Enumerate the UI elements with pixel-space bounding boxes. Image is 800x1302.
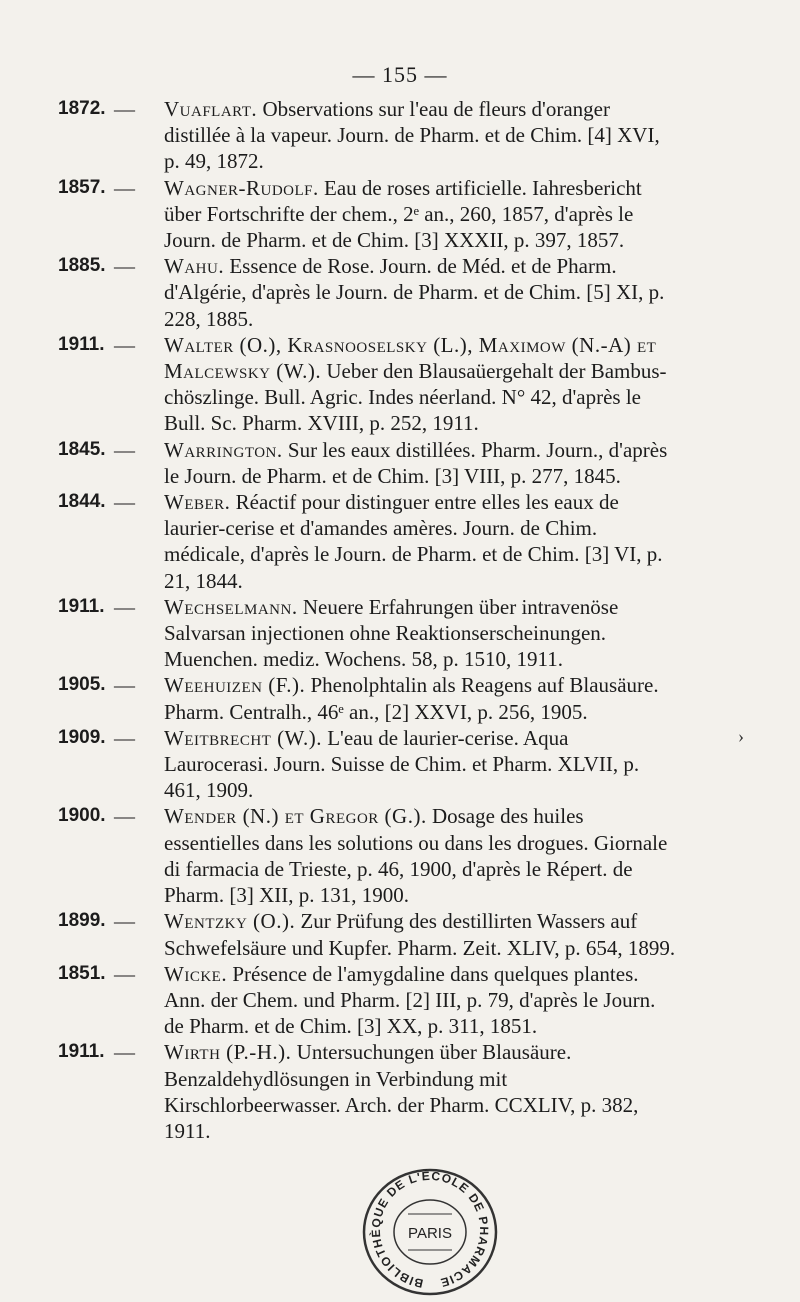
entry-text: Phenolphtalin als Reagens auf Blausäure. Pharm. Centralh., 46ᵉ an., [2] XXVI, p. 256, 1905. [164, 673, 659, 724]
bibliography-entry [58, 672, 676, 724]
bibliography-entry [58, 175, 676, 254]
entry-author: Weber. [164, 490, 231, 515]
library-stamp [356, 1162, 504, 1302]
entry-year: 1900. [58, 805, 106, 827]
bibliography-entry [58, 253, 676, 332]
entry-year: 1905. [58, 674, 106, 696]
entry-author: Wirth (P.-H.). [164, 1040, 292, 1065]
entry-dash: — [114, 97, 135, 121]
bibliography-entry [58, 961, 676, 1040]
entry-dash: — [114, 909, 135, 934]
stamp-ring-text: BIBLIOTHÈQUE DE L'ÉCOLE DE PHARMACIE [368, 1168, 492, 1291]
entry-text: Observations sur l'eau de fleurs d'oranger distillée à la vapeur. Journ. de Pharm. et de Chim. [4] XVI, p. 49, 1872. [164, 97, 660, 174]
entry-text: Présence de l'amygdaline dans quelques plantes. Ann. der Chem. und Pharm. [2] III, p. 79, d'après le Journ. de Pharm. et de Chim. [3] XX, p. 311, 1851. [164, 961, 656, 1039]
entry-text: Réactif pour distinguer entre elles les eaux de laurier-cerise et d'amandes amères. Journ. de Chim. médicale, d'après le Journ. de Pharm. et de Chim. [3] VI, p. 21, 1844. [164, 490, 663, 593]
entry-dash: — [114, 332, 135, 357]
entry-author: Warrington. [164, 437, 283, 462]
entry-year: 1857. [58, 176, 106, 198]
entry-year: 1872. [58, 98, 106, 119]
stamp-center-text: PARIS [408, 1225, 452, 1242]
bibliography-entry [58, 437, 676, 489]
entry-text: Untersuchungen über Blausäure. Benzaldehydlösungen in Verbindung mit Kirschlorbeerwasser. Arch. der Pharm. CCXLIV, p. 382, 1911. [164, 1040, 639, 1143]
entry-year: 1911. [58, 333, 105, 355]
entry-dash: — [114, 594, 135, 619]
entry-author: Vuaflart. [164, 97, 258, 121]
entry-year: 1911. [58, 1041, 105, 1063]
entry-author: Weehuizen (F.). [164, 673, 306, 698]
entry-year: 1851. [58, 962, 106, 984]
entry-author: Walter (O.), Krasnooselsky (L.), Maximow (N.-A) et Malcewsky (W.). [164, 332, 657, 384]
entry-author: Wechselmann. [164, 594, 298, 619]
entry-text: Sur les eaux distillées. Pharm. Journ., d'après le Journ. de Pharm. et de Chim. [3] VIII, p. 277, 1845. [164, 437, 668, 488]
entry-author: Wicke. [164, 961, 228, 986]
entry-dash: — [114, 254, 135, 279]
entry-dash: — [114, 804, 135, 829]
entry-year: 1909. [58, 726, 106, 748]
bibliography-list [58, 96, 676, 1144]
bibliography-entry [58, 594, 676, 673]
entry-text: Neuere Erfahrungen über intravenöse Salvarsan injectionen ohne Reaktionserscheinungen. Muenchen. mediz. Wochens. 58, p. 1510, 1911. [164, 594, 619, 672]
entry-dash: — [114, 673, 135, 698]
entry-year: 1845. [58, 438, 106, 460]
entry-dash: — [114, 490, 135, 515]
entry-author: Wentzky (O.). [164, 909, 296, 934]
bibliography-entry [58, 489, 676, 594]
entry-text: Dosage des huiles essentielles dans les solutions ou dans les drogues. Giornale di farmacia de Trieste, p. 46, 1900, d'après le Répert. de Pharm. [3] XII, p. 131, 1900. [164, 804, 668, 908]
entry-text: L'eau de laurier-cerise. Aqua Laurocerasi. Journ. Suisse de Chim. et Pharm. XLVII, p. 461, 1909. [164, 725, 640, 803]
entry-text: Essence de Rose. Journ. de Méd. et de Pharm. d'Algérie, d'après le Journ. de Pharm. et de Chim. [5] XI, p. 228, 1885. [164, 254, 665, 331]
bibliography-entry [58, 1039, 676, 1144]
entry-author: Wagner-Rudolf. [164, 175, 319, 200]
entry-year: 1911. [58, 595, 105, 617]
entry-text: Ueber den Blausaüergehalt der Bambus-chöszlinge. Bull. Agric. Indes néerland. N° 42, d'après le Bull. Sc. Pharm. XVIII, p. 252, 1911. [164, 359, 667, 436]
bibliography-entry [58, 725, 676, 804]
margin-mark: › [738, 726, 744, 746]
entry-author: Wender (N.) et Gregor (G.). [164, 804, 427, 829]
entry-author: Wahu. [164, 254, 225, 279]
entry-dash: — [114, 961, 135, 986]
page-number: — 155 — [352, 62, 448, 87]
entry-dash: — [114, 1040, 135, 1065]
entry-year: 1899. [58, 910, 106, 932]
bibliography-entry [58, 803, 676, 908]
entry-text: Zur Prüfung des destillirten Wassers auf Schwefelsäure und Kupfer. Pharm. Zeit. XLIV, p. 654, 1899. [164, 909, 676, 960]
entry-dash: — [114, 175, 135, 200]
entry-year: 1844. [58, 491, 106, 513]
entry-dash: — [114, 437, 135, 462]
entry-author: Weitbrecht (W.). [164, 725, 322, 750]
bibliography-entry [58, 332, 676, 437]
entry-dash: — [114, 725, 135, 750]
bibliography-entry [58, 96, 676, 175]
entry-year: 1885. [58, 255, 106, 277]
entry-text: Eau de roses artificielle. Iahresbericht über Fortschrifte der chem., 2ᵉ an., 260, 1857, d'après le Journ. de Pharm. et de Chim. [3] XXXII, p. 397, 1857. [164, 175, 642, 253]
bibliography-entry [58, 908, 676, 960]
